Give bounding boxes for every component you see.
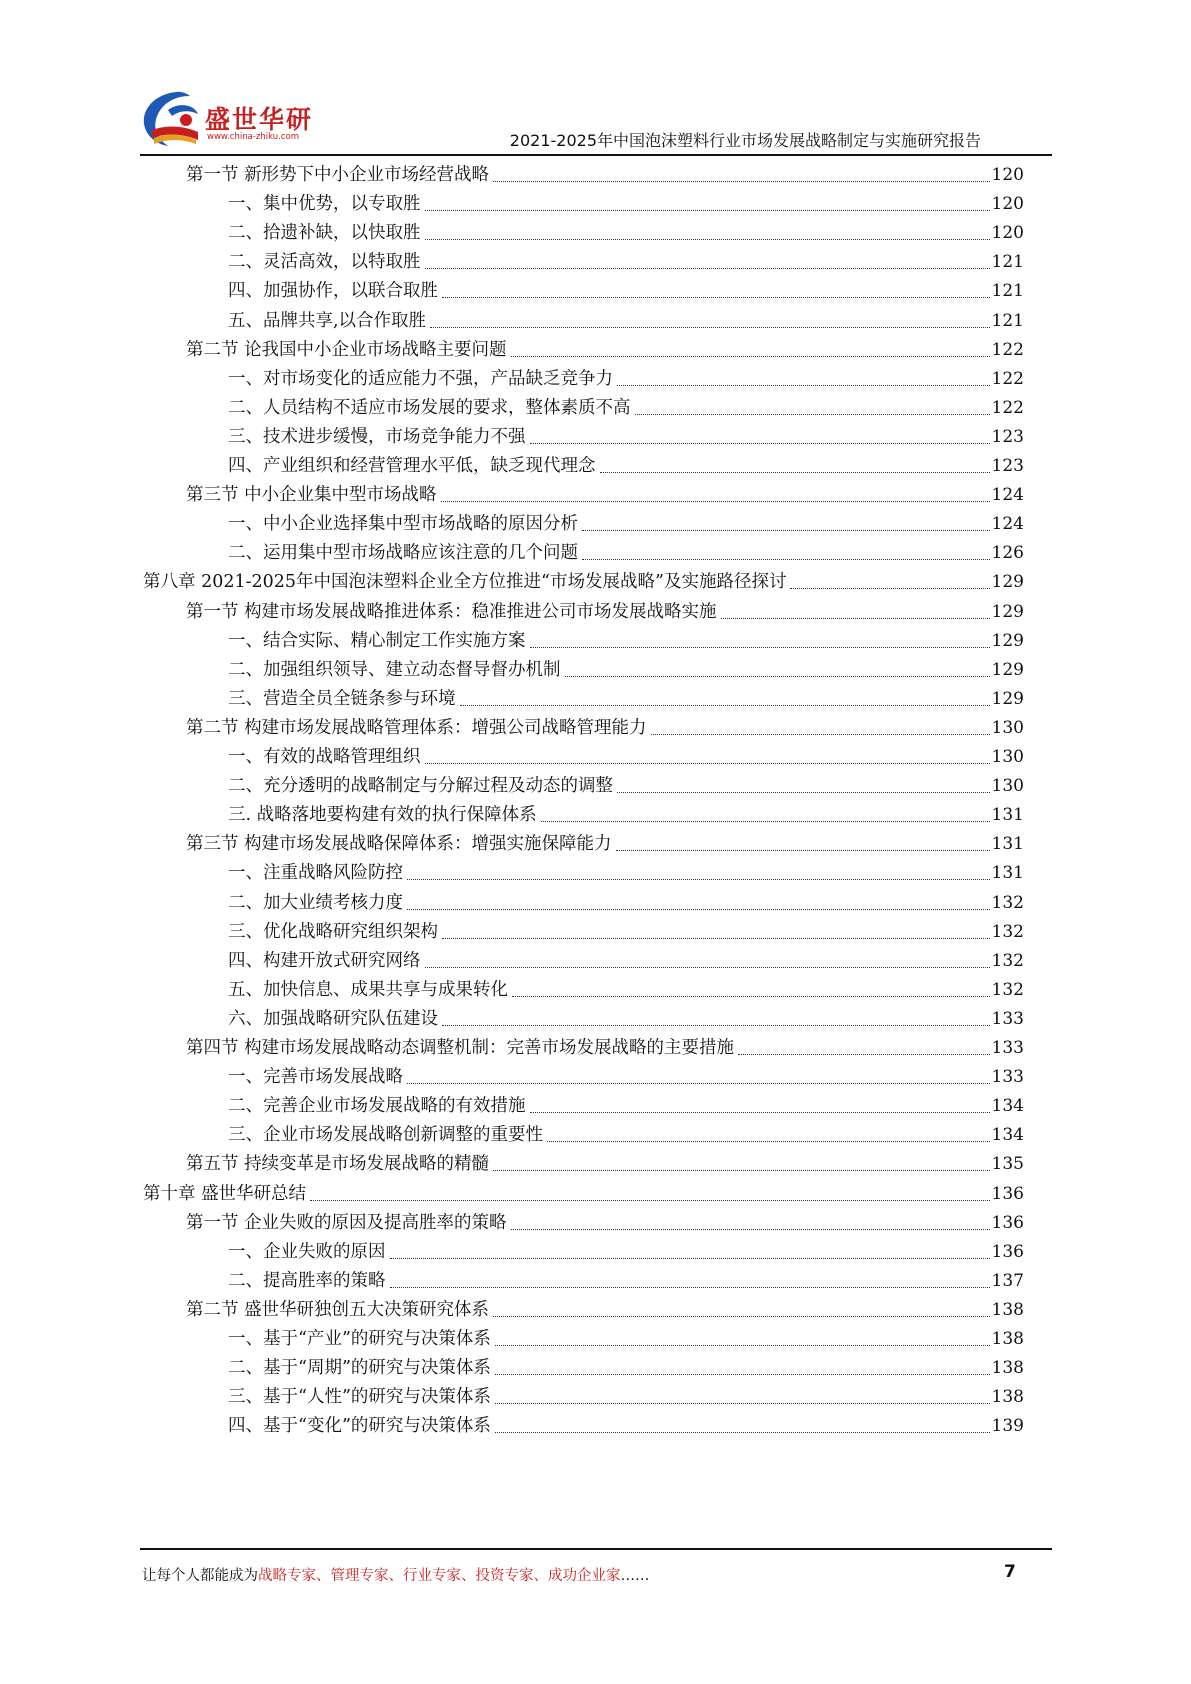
- toc-entry-page: 133: [991, 1008, 1024, 1029]
- footer-prefix: 让每个人都能成为: [142, 1568, 258, 1584]
- toc-dot-leader: [425, 967, 990, 968]
- toc-entry-page: 129: [991, 659, 1024, 680]
- toc-entry-title: 六、加强战略研究队伍建设: [228, 1008, 438, 1029]
- toc-dot-leader: [493, 1170, 989, 1171]
- toc-dot-leader: [442, 938, 990, 939]
- toc-entry[interactable]: [228, 944, 1024, 974]
- toc-dot-leader: [721, 618, 990, 619]
- toc-entry-page: 130: [991, 717, 1024, 738]
- toc-entry-title: 第一节 企业失败的原因及提高胜率的策略: [186, 1212, 507, 1233]
- toc-entry[interactable]: [228, 507, 1024, 537]
- toc-entry[interactable]: [228, 362, 1024, 392]
- toc-entry[interactable]: [186, 333, 1024, 363]
- toc-entry-title: 四、基于“变化”的研究与决策体系: [228, 1416, 491, 1437]
- toc-entry-title: 一、完善市场发展战略: [228, 1067, 403, 1088]
- toc-entry-page: 123: [991, 426, 1024, 447]
- header-divider: [140, 154, 1052, 156]
- toc-entry-page: 121: [991, 310, 1024, 331]
- toc-entry-page: 131: [991, 834, 1024, 855]
- toc-entry-page: 136: [991, 1183, 1024, 1204]
- toc-dot-leader: [430, 327, 989, 328]
- toc-entry-page: 138: [991, 1358, 1024, 1379]
- footer-highlight: 战略专家、管理专家、行业专家、投资专家、成功企业家: [258, 1568, 621, 1584]
- toc-entry-page: 132: [991, 950, 1024, 971]
- toc-entry-title: 三. 战略落地要构建有效的执行保障体系: [228, 805, 537, 826]
- toc-entry-title: 二、充分透明的战略制定与分解过程及动态的调整: [228, 776, 613, 797]
- toc-entry[interactable]: [228, 1235, 1024, 1265]
- toc-entry-page: 126: [991, 543, 1024, 564]
- toc-entry-page: 121: [991, 281, 1024, 302]
- toc-entry-title: 二、灵活高效，以特取胜: [228, 252, 421, 273]
- toc-entry[interactable]: [228, 245, 1024, 275]
- toc-entry[interactable]: [228, 886, 1024, 916]
- toc-dot-leader: [547, 1141, 990, 1142]
- toc-entry-title: 一、中小企业选择集中型市场战略的原因分析: [228, 514, 578, 535]
- toc-entry-title: 四、加强协作，以联合取胜: [228, 281, 438, 302]
- toc-entry-title: 第二节 论我国中小企业市场战略主要问题: [186, 339, 507, 360]
- toc-dot-leader: [495, 1432, 990, 1433]
- toc-entry-title: 三、基于“人性”的研究与决策体系: [228, 1387, 491, 1408]
- toc-entry-page: 121: [991, 252, 1024, 273]
- toc-dot-leader: [600, 472, 990, 473]
- footer-slogan: [142, 1564, 650, 1585]
- toc-entry-page: 134: [991, 1096, 1024, 1117]
- toc-entry[interactable]: [228, 420, 1024, 450]
- toc-entry-title: 第三节 中小企业集中型市场战略: [186, 485, 437, 506]
- toc-entry-title: 一、注重战略风险防控: [228, 863, 403, 884]
- toc-entry-title: 第八章 2021-2025年中国泡沫塑料企业全方位推进“市场发展战略”及实施路径探讨: [143, 572, 787, 593]
- toc-entry-title: 第四节 构建市场发展战略动态调整机制：完善市场发展战略的主要措施: [186, 1038, 735, 1058]
- toc-entry-title: 五、品牌共享,以合作取胜: [228, 310, 427, 331]
- toc-entry-title: 二、运用集中型市场战略应该注意的几个问题: [228, 543, 578, 564]
- toc-entry[interactable]: [228, 915, 1024, 945]
- toc-entry-page: 133: [991, 1038, 1024, 1058]
- toc-dot-leader: [582, 530, 990, 531]
- toc-entry[interactable]: [186, 1293, 1024, 1323]
- toc-dot-leader: [442, 1025, 990, 1026]
- toc-dot-leader: [651, 734, 990, 735]
- toc-dot-leader: [493, 181, 989, 182]
- toc-entry-title: 五、加快信息、成果共享与成果转化: [228, 979, 508, 1000]
- toc-dot-leader: [407, 879, 990, 880]
- toc-entry-page: 120: [991, 165, 1024, 185]
- toc-entry-title: 二、完善企业市场发展战略的有效措施: [228, 1096, 526, 1117]
- toc-entry-title: 三、技术进步缓慢，市场竞争能力不强: [228, 426, 526, 447]
- toc-entry[interactable]: [228, 624, 1024, 654]
- toc-entry[interactable]: [143, 565, 1024, 595]
- toc-entry[interactable]: [186, 478, 1024, 508]
- brand-name: 盛世华研: [205, 105, 314, 134]
- toc-entry-page: 129: [991, 688, 1024, 709]
- toc-dot-leader: [425, 239, 990, 240]
- toc-entry[interactable]: [228, 216, 1024, 246]
- toc-dot-leader: [442, 297, 990, 298]
- toc-entry-title: 三、营造全员全链条参与环境: [228, 688, 456, 709]
- toc-dot-leader: [425, 763, 990, 764]
- toc-dot-leader: [541, 821, 990, 822]
- toc-entry-page: 124: [991, 514, 1024, 535]
- toc-entry-page: 138: [991, 1329, 1024, 1349]
- toc-dot-leader: [425, 268, 990, 269]
- toc-entry-page: 122: [991, 368, 1024, 389]
- toc-entry-title: 第二节 构建市场发展战略管理体系：增强公司战略管理能力: [186, 717, 647, 738]
- toc-entry-title: 一、结合实际、精心制定工作实施方案: [228, 630, 526, 651]
- toc-dot-leader: [530, 647, 990, 648]
- toc-entry[interactable]: [228, 740, 1024, 770]
- toc-dot-leader: [495, 1403, 990, 1404]
- toc-dot-leader: [407, 909, 990, 910]
- toc-entry[interactable]: [186, 1147, 1024, 1177]
- footer-suffix: ……: [620, 1568, 650, 1584]
- toc-entry[interactable]: [186, 1031, 1024, 1061]
- toc-entry-title: 一、对市场变化的适应能力不强，产品缺乏竞争力: [228, 368, 613, 389]
- toc-entry-title: 第五节 持续变革是市场发展战略的精髓: [186, 1154, 490, 1175]
- toc-entry-page: 138: [991, 1299, 1024, 1320]
- toc-entry[interactable]: [228, 682, 1024, 712]
- toc-dot-leader: [390, 1287, 990, 1288]
- toc-entry-title: 第一节 构建市场发展战略推进体系：稳准推进公司市场发展战略实施: [186, 601, 717, 622]
- toc-entry-page: 131: [991, 805, 1024, 826]
- toc-entry[interactable]: [186, 1206, 1024, 1236]
- toc-entry-title: 二、加大业绩考核力度: [228, 892, 403, 913]
- toc-entry-page: 129: [991, 572, 1024, 593]
- toc-entry-page: 132: [991, 921, 1024, 942]
- toc-entry-page: 134: [991, 1125, 1024, 1146]
- toc-entry-title: 四、产业组织和经营管理水平低，缺乏现代理念: [228, 456, 596, 476]
- toc-entry[interactable]: [228, 653, 1024, 683]
- toc-dot-leader: [617, 792, 990, 793]
- toc-entry[interactable]: [228, 274, 1024, 304]
- toc-dot-leader: [495, 1345, 990, 1346]
- toc-entry-page: 130: [991, 747, 1024, 767]
- toc-dot-leader: [582, 559, 990, 560]
- toc-entry[interactable]: [186, 595, 1024, 625]
- toc-entry[interactable]: [228, 1060, 1024, 1090]
- toc-entry[interactable]: [228, 1002, 1024, 1032]
- toc-entry-title: 二、基于“周期”的研究与决策体系: [228, 1358, 491, 1379]
- toc-entry[interactable]: [228, 536, 1024, 566]
- toc-entry[interactable]: [228, 1351, 1024, 1381]
- toc-entry[interactable]: [186, 158, 1024, 188]
- footer-divider: [140, 1548, 1052, 1550]
- toc-dot-leader: [425, 210, 990, 211]
- toc-entry[interactable]: [228, 449, 1024, 479]
- toc-entry-title: 第二节 盛世华研独创五大决策研究体系: [186, 1299, 490, 1320]
- toc-dot-leader: [310, 1200, 989, 1201]
- toc-dot-leader: [530, 1112, 990, 1113]
- toc-entry[interactable]: [228, 1380, 1024, 1410]
- toc-entry-page: 132: [991, 892, 1024, 913]
- toc-entry-page: 124: [991, 485, 1024, 506]
- toc-entry-page: 139: [991, 1416, 1024, 1437]
- toc-entry[interactable]: [228, 304, 1024, 334]
- page-number: 7: [1004, 1562, 1016, 1582]
- toc-entry-title: 第一节 新形势下中小企业市场经营战略: [186, 165, 490, 185]
- toc-dot-leader: [738, 1054, 989, 1055]
- toc-entry-title: 一、企业失败的原因: [228, 1241, 386, 1262]
- toc-entry-page: 136: [991, 1241, 1024, 1262]
- toc-entry-page: 137: [991, 1270, 1024, 1291]
- toc-entry[interactable]: [228, 1264, 1024, 1294]
- toc-entry-title: 二、提高胜率的策略: [228, 1270, 386, 1291]
- toc-entry[interactable]: [186, 711, 1024, 741]
- toc-dot-leader: [530, 443, 990, 444]
- report-title: 2021-2025年中国泡沫塑料行业市场发展战略制定与实施研究报告: [509, 131, 981, 150]
- toc-entry-page: 129: [991, 601, 1024, 622]
- toc-entry-page: 132: [991, 979, 1024, 1000]
- toc-entry[interactable]: [228, 1409, 1024, 1439]
- toc-dot-leader: [512, 996, 990, 997]
- toc-entry[interactable]: [228, 973, 1024, 1003]
- brand-url: www.china-zhiku.com: [207, 132, 299, 142]
- toc-entry-page: 136: [991, 1212, 1024, 1233]
- toc-dot-leader: [441, 501, 990, 502]
- toc-dot-leader: [460, 705, 990, 706]
- toc-entry[interactable]: [228, 1118, 1024, 1148]
- toc-dot-leader: [493, 1316, 989, 1317]
- toc-dot-leader: [617, 385, 990, 386]
- toc-dot-leader: [495, 1374, 990, 1375]
- toc-entry-title: 四、构建开放式研究网络: [228, 950, 421, 971]
- toc-dot-leader: [565, 676, 990, 677]
- toc-entry[interactable]: [228, 798, 1024, 828]
- toc-dot-leader: [390, 1258, 990, 1259]
- toc-entry[interactable]: [228, 391, 1024, 421]
- toc-entry-page: 130: [991, 776, 1024, 797]
- toc-entry-title: 一、有效的战略管理组织: [228, 747, 421, 767]
- toc-entry-title: 二、人员结构不适应市场发展的要求，整体素质不高: [228, 397, 631, 418]
- toc-dot-leader: [790, 588, 989, 589]
- toc-entry[interactable]: [228, 856, 1024, 886]
- toc-entry-title: 一、基于“产业”的研究与决策体系: [228, 1329, 491, 1349]
- toc-entry-title: 第十章 盛世华研总结: [143, 1183, 307, 1204]
- toc-entry[interactable]: [228, 769, 1024, 799]
- toc-dot-leader: [407, 1083, 990, 1084]
- toc-dot-leader: [511, 356, 990, 357]
- toc-entry[interactable]: [228, 1089, 1024, 1119]
- toc-dot-leader: [616, 850, 990, 851]
- toc-entry[interactable]: [143, 1177, 1024, 1207]
- toc-entry-title: 一、集中优势，以专取胜: [228, 194, 421, 215]
- toc-entry-page: 122: [991, 397, 1024, 418]
- toc-entry-page: 122: [991, 339, 1024, 360]
- toc-entry[interactable]: [228, 1322, 1024, 1352]
- toc-entry-page: 129: [991, 630, 1024, 651]
- toc-entry-title: 第三节 构建市场发展战略保障体系：增强实施保障能力: [186, 834, 612, 855]
- toc-entry-page: 120: [991, 223, 1024, 244]
- toc-entry-page: 135: [991, 1154, 1024, 1175]
- toc-entry[interactable]: [186, 827, 1024, 857]
- toc-entry-page: 138: [991, 1387, 1024, 1408]
- toc-dot-leader: [635, 414, 990, 415]
- toc-entry-page: 133: [991, 1067, 1024, 1088]
- toc-entry-title: 二、拾遗补缺，以快取胜: [228, 223, 421, 244]
- page-header: [0, 0, 1191, 160]
- toc-entry[interactable]: [228, 187, 1024, 217]
- toc-entry-page: 123: [991, 456, 1024, 476]
- toc-entry-title: 三、企业市场发展战略创新调整的重要性: [228, 1125, 543, 1146]
- toc-entry-page: 120: [991, 194, 1024, 215]
- toc-entry-title: 三、优化战略研究组织架构: [228, 921, 438, 942]
- toc-entry-title: 二、加强组织领导、建立动态督导督办机制: [228, 659, 561, 680]
- toc-entry-page: 131: [991, 863, 1024, 884]
- toc-dot-leader: [511, 1229, 990, 1230]
